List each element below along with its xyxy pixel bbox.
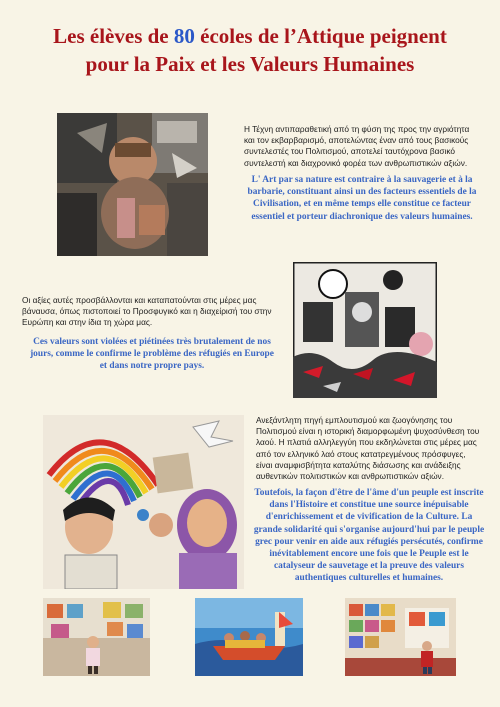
title-suffix: écoles de l’Attique peignent [200,24,447,48]
french-paragraph-3: Toutefois, la façon d'être de l'âme d'un peuple est inscrite dans l'Histoire et constitue une source inépuisable d'enrichissement et de vivification de la Culture. La grande solidarité qui s'organise aujourd'hui par le peuple grec pour venir en aide aux réfugiés persécutés, confirme inévitablement encore une fois que le Peuple est le catalyseur de sauvetage et la preuve des valeurs authentiques culturelles et humaines. [253,488,485,584]
exhibition-photo-boy-image [345,598,456,676]
title-prefix: Les élèves de [53,24,169,48]
title-line-2: pour la Paix et les Valeurs Humaines [85,52,415,76]
painting-collage-image [57,113,208,256]
greek-paragraph-3: Ανεξάντλητη πηγή εμπλουτισμού και ζωογόνησης του Πολιτισμού είναι η ιστορική διαμορφωμένη ψυχοσύνθεση του λαού. Η πλατιά αλληλεγγύη που εκδηλώνεται στις μέρες μας από τον ελληνικό λαό στους κατατρεγμένους πρόσφυγες, είναι αναμφισβήτητα καταλύτης διάσωσης και ανάδειξης αυθεντικών πολιτιστικών και ανθρωπιστικών αξιών. [256,415,480,482]
painting-rainbow-dove-image [43,415,244,589]
french-paragraph-1: L' Art par sa nature est contraire à la sauvagerie et à la barbarie, constituant ainsi un des facteurs essentiels de la Civilisation, et en même temps elle constitue ce facteur essentiel et porteur diachronique des valeurs humaines. [247,175,477,222]
page-title [0,22,500,78]
title-line-1 [0,22,500,50]
schools-count: 80 [173,24,195,48]
french-paragraph-2: Ces valeurs sont violées et piétinées très brutalement de nos jours, comme le confirme le problème des réfugiés en Europe et dans notre propre pays. [30,337,274,372]
greek-paragraph-2: Οι αξίες αυτές προσβάλλονται και καταπατούνται στις μέρες μας βάναυσα, όπως πιστοποιεί το Προσφυγικό και η διαχείρισή του στην Ευρώπη και στην ίδια τη χώρα μας. [22,295,272,328]
exhibition-photo-girl-image [43,598,150,676]
painting-refugees-image [293,262,437,398]
greek-paragraph-1: Η Τέχνη αντιπαραθετική από τη φύση της προς την αγριότητα και τον εκβαρβαρισμό, αποτελώντας έναν από τους βασικούς συντελεστές του Πολιτισμού, αποτελεί ταυτόχρονα βασικό συντελεστή και διαχρονικό φορέα των ανθρωπιστικών αξιών. [244,124,470,168]
painting-boat-image [195,598,303,676]
